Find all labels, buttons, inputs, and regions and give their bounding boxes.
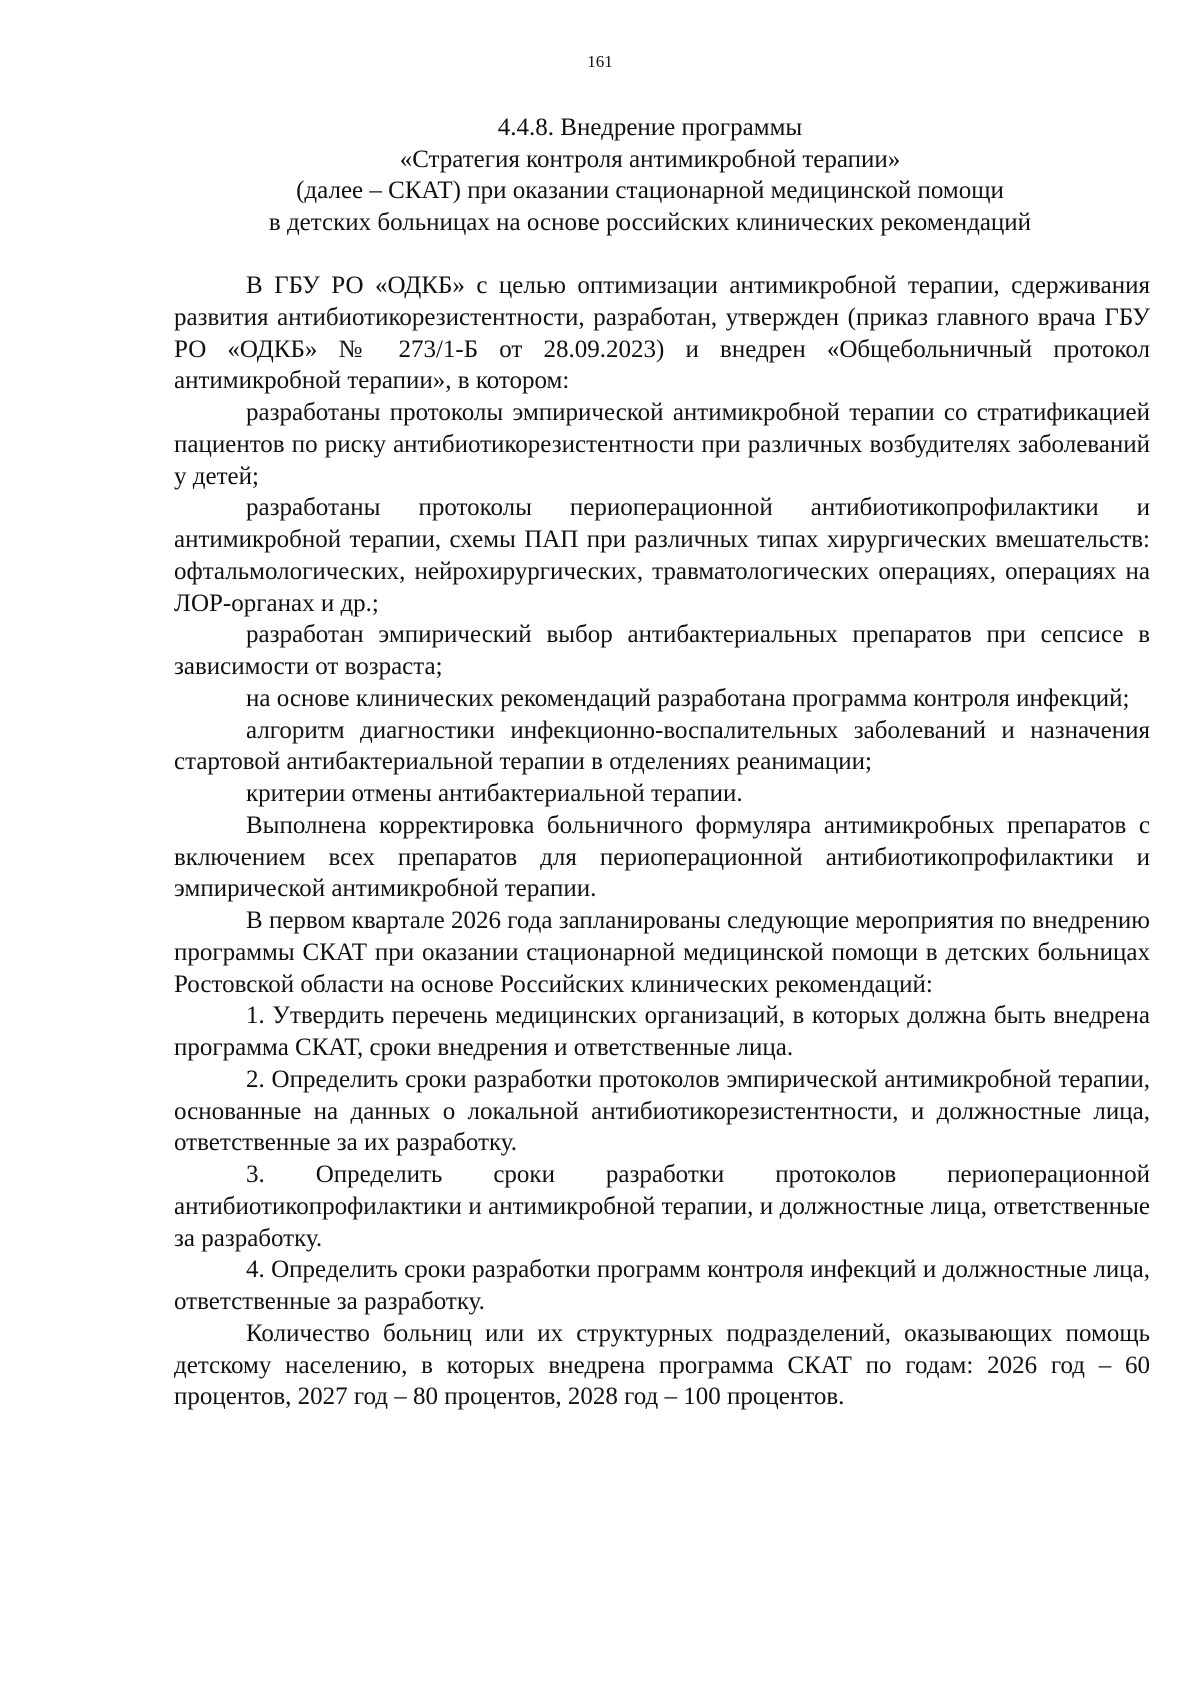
section-heading [150,112,1150,238]
heading-line-4: в детских больницах на основе российских клинических рекомендаций [268,208,1032,236]
paragraph-item: разработаны протоколы эмпирической антимикробной терапии со стратификацией пациентов по риску антибиотикорезистентности при различных возбудителях заболеваний у детей; [174,399,1150,490]
paragraph-item: критерии отмены антибактериальной терапии. [246,780,743,807]
paragraph-formulary: Выполнена корректировка больничного формуляра антимикробных препаратов с включением всех препаратов для периоперационной антибиотикопрофилактики и эмпирической антимикробной терапии. [174,811,1150,903]
paragraph-intro: В ГБУ РО «ОДКБ» с целью оптимизации антимикробной терапии, сдерживания развития антибиотикорезистентности, разработан, утвержден (приказ главного врача ГБУ РО «ОДКБ» № 273/1-Б от 28.09.2023) и внедрен «Общебольничный протокол антимикробной терапии», в котором: [174,272,1150,395]
paragraph-item: разработан эмпирический выбор антибактериальных препаратов при сепсисе в зависимости от возраста; [174,621,1150,680]
paragraph-item: на основе клинических рекомендаций разработана программа контроля инфекций; [246,684,1130,712]
paragraph-targets: Количество больниц или их структурных подразделений, оказывающих помощь детскому населению, в которых внедрена программа СКАТ по годам: 2026 год – 60 процентов, 2027 год – 80 процентов, 2028 год – 100 процентов. [174,1319,1150,1411]
paragraph-plan-step-2: 2. Определить сроки разработки протоколов эмпирической антимикробной терапии, основанные на данных о локальной антибиотикорезистентности, и должностные лица, ответственные за их разработку. [174,1065,1150,1157]
heading-line-3: (далее – СКАТ) при оказании стационарной медицинской помощи [296,177,1004,204]
page-number: 161 [587,52,613,71]
heading-line-2: «Стратегия контроля антимикробной терапии» [399,145,901,173]
paragraph-plan-step-3: 3. Определить сроки разработки протоколов периоперационной антибиотикопрофилактики и антимикробной терапии, и должностные лица, ответственные за разработку. [174,1161,1150,1252]
paragraph-plan-step-1: 1. Утвердить перечень медицинских организаций, в которых должна быть внедрена программа СКАТ, сроки внедрения и ответственные лица. [174,1002,1150,1061]
paragraph-plan-step-4: 4. Определить сроки разработки программ контроля инфекций и должностные лица, ответственные за разработку. [174,1256,1150,1315]
paragraph-item: алгоритм диагностики инфекционно-воспалительных заболеваний и назначения стартовой антибактериальной терапии в отделениях реанимации; [174,716,1150,776]
heading-line-1: 4.4.8. Внедрение программы [497,114,803,141]
paragraph-item: разработаны протоколы периоперационной антибиотикопрофилактики и антимикробной терапии, схемы ПАП при различных типах хирургических вмешательств: офтальмологических, нейрохирургических, травматологических операциях, операциях на ЛОР-органах и др.; [174,494,1150,617]
body-text [174,270,1150,1413]
paragraph-plan-intro: В первом квартале 2026 года запланированы следующие мероприятия по внедрению программы СКАТ при оказании стационарной медицинской помощи в детских больницах Ростовской области на основе Российских клинических рекомендаций: [174,907,1150,998]
